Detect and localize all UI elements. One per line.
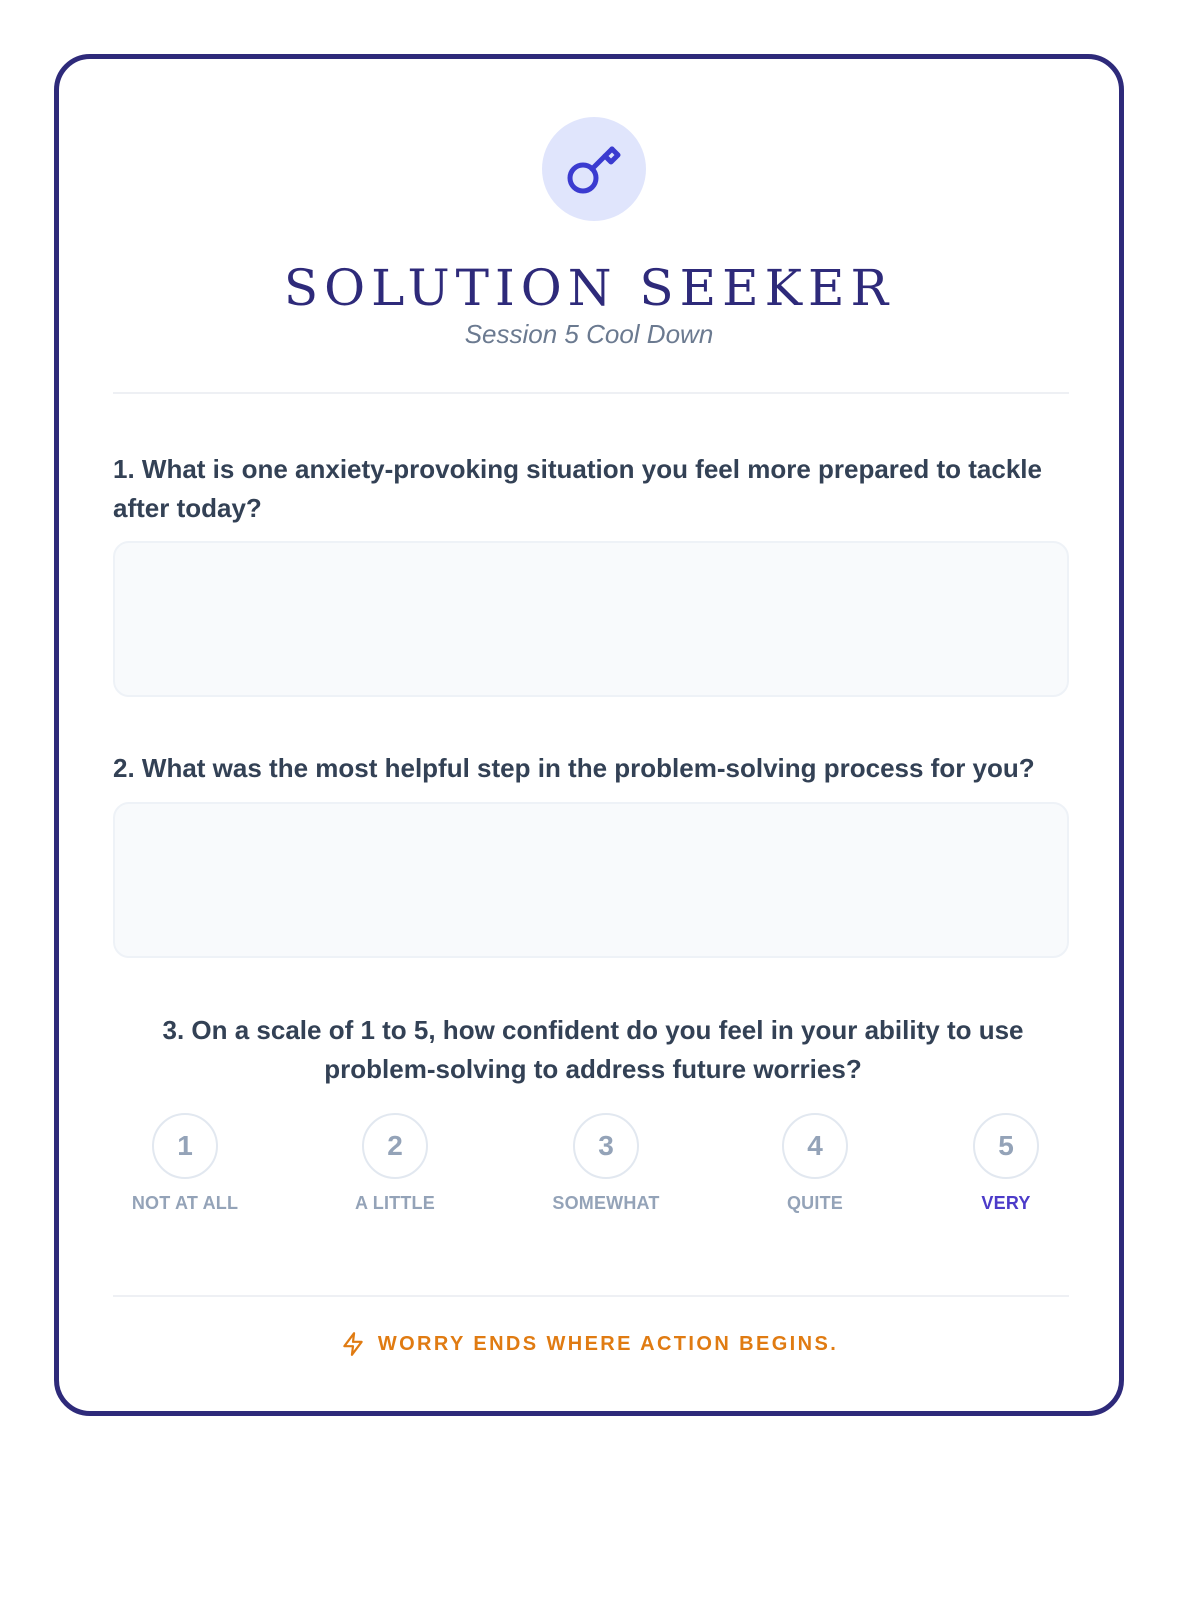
rating-circle[interactable]: 5 [973, 1113, 1039, 1179]
rating-option-2[interactable] [325, 1113, 465, 1223]
rating-label: QUITE [786, 1193, 843, 1213]
question-3-label: 3. On a scale of 1 to 5, how confident do you feel in your ability to use problem-solving to address future worries? [162, 1015, 1024, 1084]
rating-label: SOMEWHAT [552, 1193, 660, 1213]
question-2-label: 2. What was the most helpful step in the problem-solving process for you? [113, 753, 1035, 783]
page-subtitle: Session 5 Cool Down [464, 319, 714, 349]
rating-label: NOT AT ALL [131, 1193, 239, 1213]
header-divider [113, 392, 1069, 394]
rating-option-1[interactable] [115, 1113, 255, 1223]
rating-option-4[interactable] [745, 1113, 885, 1223]
footer-quote [59, 1331, 1119, 1357]
page-title: SOLUTION SEEKER [283, 259, 895, 317]
rating-option-5[interactable] [936, 1113, 1076, 1223]
rating-label: VERY [981, 1193, 1031, 1213]
footer-text: WORRY ENDS WHERE ACTION BEGINS. [377, 1332, 839, 1355]
question-1-label: 1. What is one anxiety-provoking situation you feel more prepared to tackle after today? [113, 454, 1042, 523]
footer-divider [113, 1295, 1069, 1297]
rating-circle[interactable]: 4 [782, 1113, 848, 1179]
question-2-answer[interactable] [113, 802, 1069, 958]
rating-label: A LITTLE [355, 1193, 435, 1213]
rating-circle[interactable]: 2 [362, 1113, 428, 1179]
rating-option-3[interactable] [536, 1113, 676, 1223]
rating-circle[interactable]: 3 [573, 1113, 639, 1179]
header-icon-badge [542, 117, 646, 221]
lightning-icon [340, 1331, 366, 1357]
rating-circle[interactable]: 1 [152, 1113, 218, 1179]
reflection-card [54, 54, 1124, 1416]
key-icon [562, 137, 626, 201]
question-1-answer[interactable] [113, 541, 1069, 697]
